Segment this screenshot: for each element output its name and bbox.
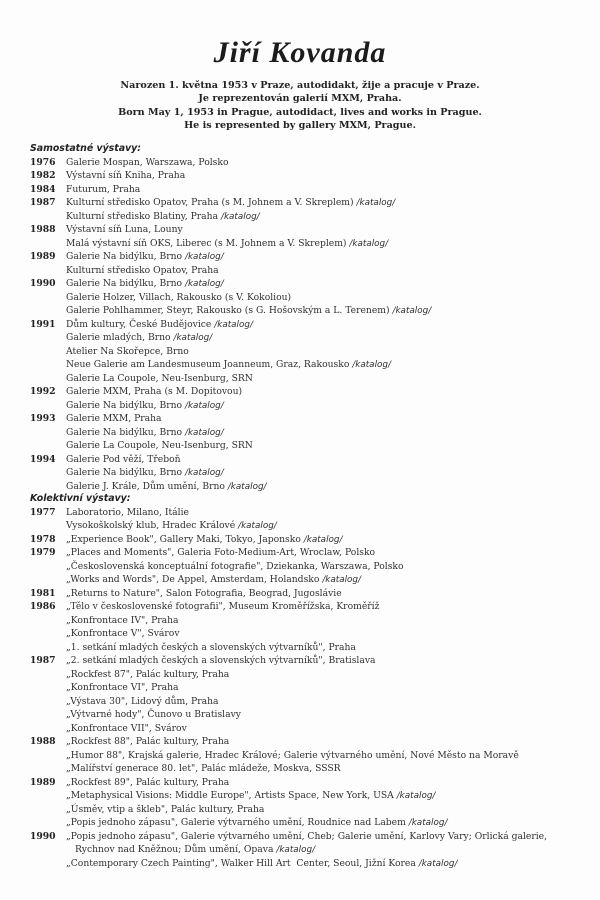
exhibition-year: 1987 bbox=[30, 197, 56, 208]
exhibition-row bbox=[30, 480, 590, 494]
exhibition-venue: Malá výstavní síň OKS, Liberec (s M. Johnem a V. Skreplem) bbox=[66, 237, 350, 249]
exhibition-year bbox=[30, 573, 66, 587]
exhibition-row bbox=[30, 385, 590, 399]
exhibition-year bbox=[30, 560, 66, 574]
exhibition-year bbox=[30, 358, 66, 372]
exhibition-row bbox=[30, 749, 590, 763]
catalog-note: /katalog/ bbox=[356, 198, 396, 208]
exhibition-text bbox=[66, 331, 212, 345]
exhibition-year bbox=[30, 857, 66, 871]
exhibition-text bbox=[66, 480, 267, 494]
catalog-note: /katalog/ bbox=[173, 333, 213, 343]
exhibition-year bbox=[30, 708, 66, 722]
exhibition-year: 1991 bbox=[30, 318, 56, 330]
intro-line: He is represented by gallery MXM, Prague. bbox=[184, 120, 416, 132]
exhibition-row bbox=[30, 641, 590, 655]
exhibition-text bbox=[66, 250, 224, 264]
exhibition-text bbox=[66, 830, 547, 844]
exhibition-year: 1984 bbox=[30, 183, 56, 195]
exhibition-venue: Atelier Na Skořepce, Brno bbox=[66, 345, 189, 357]
exhibition-text bbox=[66, 399, 224, 413]
exhibition-row bbox=[30, 426, 590, 440]
exhibition-year: 1993 bbox=[30, 413, 56, 424]
exhibition-year bbox=[30, 641, 66, 655]
exhibition-text bbox=[66, 789, 435, 803]
exhibition-row bbox=[30, 681, 590, 695]
exhibition-row bbox=[30, 345, 590, 359]
exhibition-year bbox=[30, 399, 66, 413]
exhibition-text bbox=[66, 304, 431, 318]
exhibition-venue: Kulturní středisko Blatiny, Praha bbox=[66, 210, 221, 222]
catalog-note: /katalog/ bbox=[352, 360, 391, 370]
exhibition-list bbox=[30, 506, 590, 871]
exhibition-year bbox=[30, 480, 66, 494]
exhibition-text bbox=[66, 318, 253, 332]
exhibition-year bbox=[30, 614, 66, 628]
exhibition-text bbox=[66, 695, 219, 709]
exhibition-venue: „Konfrontace VI", Praha bbox=[66, 682, 179, 693]
page-title: Jiří Kovanda bbox=[213, 36, 387, 69]
catalog-note: /katalog/ bbox=[322, 575, 361, 585]
exhibition-venue: Futurum, Praha bbox=[66, 183, 141, 195]
intro-line: Narozen 1. května 1953 v Praze, autodidakt, žije a pracuje v Praze. bbox=[120, 80, 480, 91]
exhibition-text bbox=[66, 573, 361, 587]
exhibition-venue: Výstavní síň Kniha, Praha bbox=[66, 170, 186, 181]
exhibition-text bbox=[66, 722, 187, 736]
exhibition-text bbox=[66, 681, 179, 695]
exhibition-year: 1976 bbox=[30, 156, 56, 168]
exhibition-year bbox=[30, 439, 66, 453]
exhibition-venue: „Tělo v československé fotografii", Museum Kroměřížska, Kroměříž bbox=[66, 601, 380, 612]
catalog-note: /katalog/ bbox=[185, 427, 224, 438]
intro-line: Born May 1, 1953 in Prague, autodidact, lives and works in Prague. bbox=[118, 106, 482, 118]
exhibition-text bbox=[66, 237, 388, 251]
exhibition-venue: „Returns to Nature", Salon Fotografia, Beograd, Jugoslávie bbox=[66, 587, 342, 599]
exhibition-year: 1981 bbox=[30, 587, 56, 599]
exhibition-venue: „Popis jednoho zápasu", Galerie výtvarného umění, Roudnice nad Labem bbox=[66, 817, 409, 828]
exhibition-year bbox=[30, 210, 66, 224]
exhibition-row bbox=[30, 533, 590, 547]
exhibition-row bbox=[30, 466, 590, 480]
exhibition-year bbox=[30, 426, 66, 440]
exhibition-text bbox=[66, 803, 264, 817]
exhibition-year bbox=[30, 803, 66, 817]
exhibition-text bbox=[66, 857, 457, 871]
exhibition-year bbox=[30, 816, 66, 830]
exhibition-year bbox=[30, 749, 66, 763]
exhibition-venue: Galerie Na bidýlku, Brno bbox=[66, 278, 185, 289]
exhibition-text bbox=[66, 708, 241, 722]
catalog-note: /katalog/ bbox=[392, 306, 432, 316]
exhibition-text bbox=[66, 453, 181, 467]
exhibition-row bbox=[30, 412, 590, 426]
exhibition-year bbox=[30, 627, 66, 641]
exhibition-text bbox=[66, 627, 180, 641]
exhibition-text bbox=[66, 614, 179, 628]
exhibition-venue: Dům kultury, České Budějovice bbox=[66, 318, 215, 330]
exhibition-venue: Galerie Na bidýlku, Brno bbox=[66, 399, 185, 411]
exhibition-text bbox=[66, 735, 229, 749]
exhibition-year bbox=[30, 681, 66, 695]
exhibition-row bbox=[30, 169, 590, 183]
exhibition-row bbox=[30, 250, 590, 264]
exhibition-year: 1987 bbox=[30, 655, 56, 666]
exhibition-year bbox=[30, 372, 66, 386]
exhibition-year: 1988 bbox=[30, 224, 56, 235]
exhibition-venue: Kulturní středisko Opatov, Praha (s M. Johnem a V. Skreplem) bbox=[66, 197, 357, 208]
solo-exhibitions-section bbox=[30, 142, 590, 493]
exhibition-year bbox=[30, 789, 66, 803]
exhibition-year bbox=[30, 843, 66, 857]
exhibition-venue: „Places and Moments", Galeria Foto-Medium-Art, Wroclaw, Polsko bbox=[66, 547, 376, 558]
exhibition-venue: „Konfrontace VII", Svárov bbox=[66, 722, 187, 734]
exhibition-row bbox=[30, 627, 590, 641]
catalog-note: /katalog/ bbox=[418, 858, 458, 869]
exhibition-text bbox=[66, 196, 395, 210]
exhibition-venue: „Konfrontace IV", Praha bbox=[66, 614, 179, 626]
exhibition-venue: Galerie mladých, Brno bbox=[66, 332, 174, 343]
exhibition-text bbox=[66, 156, 228, 170]
exhibition-venue: „Works and Words", De Appel, Amsterdam, Holandsko bbox=[66, 574, 323, 585]
exhibition-venue: „1. setkání mladých českých a slovenských výtvarníků", Praha bbox=[66, 641, 356, 653]
exhibition-text bbox=[66, 519, 277, 533]
exhibition-text bbox=[66, 183, 140, 197]
exhibition-row bbox=[30, 843, 590, 857]
exhibition-year: 1988 bbox=[30, 736, 56, 747]
exhibition-year: 1982 bbox=[30, 170, 56, 181]
exhibition-list bbox=[30, 156, 590, 494]
exhibition-venue: „Výtvarné hody", Čunovo u Bratislavy bbox=[66, 709, 241, 720]
exhibition-row bbox=[30, 762, 590, 776]
exhibition-row bbox=[30, 587, 590, 601]
exhibition-text bbox=[66, 426, 224, 440]
exhibition-text bbox=[66, 358, 391, 372]
exhibition-text bbox=[66, 277, 224, 291]
exhibition-row bbox=[30, 277, 590, 291]
catalog-note: /katalog/ bbox=[185, 400, 224, 411]
exhibition-venue: Laboratorio, Milano, Itálie bbox=[66, 506, 189, 518]
catalog-note: /katalog/ bbox=[185, 468, 224, 478]
exhibition-row bbox=[30, 358, 590, 372]
exhibition-year bbox=[30, 237, 66, 251]
exhibition-row bbox=[30, 668, 590, 682]
exhibition-text bbox=[66, 776, 229, 790]
exhibition-row bbox=[30, 506, 590, 520]
exhibition-venue: „Experience Book", Gallery Maki, Tokyo, Japonsko bbox=[66, 533, 304, 545]
exhibition-row bbox=[30, 439, 590, 453]
exhibition-row bbox=[30, 803, 590, 817]
exhibition-row bbox=[30, 735, 590, 749]
catalog-note: /katalog/ bbox=[396, 791, 436, 801]
exhibition-text bbox=[66, 264, 219, 278]
exhibition-text bbox=[66, 372, 253, 386]
exhibition-venue: Neue Galerie am Landesmuseum Joanneum, Graz, Rakousko bbox=[66, 359, 353, 370]
exhibition-row bbox=[30, 237, 590, 251]
group-exhibitions-section bbox=[30, 492, 590, 870]
exhibition-row bbox=[30, 399, 590, 413]
exhibition-year: 1989 bbox=[30, 251, 56, 262]
exhibition-venue: „Rockfest 87", Palác kultury, Praha bbox=[66, 668, 230, 680]
exhibition-venue: Galerie Holzer, Villach, Rakousko (s V. Kokoliou) bbox=[66, 291, 292, 303]
exhibition-text bbox=[66, 412, 162, 426]
exhibition-year: 1978 bbox=[30, 533, 56, 545]
exhibition-venue: Galerie MXM, Praha bbox=[66, 413, 162, 424]
exhibition-venue: „Contemporary Czech Painting", Walker Hill Art Center, Seoul, Jižní Korea bbox=[66, 857, 419, 869]
exhibition-venue: „Metaphysical Visions: Middle Europe", Artists Space, New York, USA bbox=[66, 790, 397, 801]
catalog-note: /katalog/ bbox=[185, 279, 224, 289]
exhibition-row bbox=[30, 210, 590, 224]
exhibition-venue: Galerie Na bidýlku, Brno bbox=[66, 251, 185, 262]
exhibition-row bbox=[30, 453, 590, 467]
exhibition-year: 1990 bbox=[30, 830, 56, 842]
exhibition-venue: Galerie Pod věží, Třeboň bbox=[66, 453, 181, 465]
exhibition-text bbox=[66, 291, 291, 305]
exhibition-text bbox=[66, 843, 315, 857]
exhibition-row bbox=[30, 695, 590, 709]
exhibition-row bbox=[30, 196, 590, 210]
intro-block bbox=[0, 79, 600, 133]
exhibition-text bbox=[66, 816, 447, 830]
exhibition-venue: Galerie La Coupole, Neu-Isenburg, SRN bbox=[66, 372, 253, 384]
exhibition-venue: Výstavní síň Luna, Louny bbox=[66, 224, 183, 235]
exhibition-venue: Galerie Mospan, Warszawa, Polsko bbox=[66, 156, 229, 168]
exhibition-year bbox=[30, 264, 66, 278]
exhibition-venue: Galerie Na bidýlku, Brno bbox=[66, 467, 185, 478]
exhibition-row bbox=[30, 789, 590, 803]
exhibition-text bbox=[66, 466, 224, 480]
exhibition-year bbox=[30, 291, 66, 305]
exhibition-venue: „2. setkání mladých českých a slovenských výtvarníků", Bratislava bbox=[66, 655, 376, 666]
exhibition-text bbox=[66, 506, 189, 520]
exhibition-text bbox=[66, 210, 260, 224]
exhibition-year bbox=[30, 695, 66, 709]
exhibition-venue: „Výstava 30", Lidový dům, Praha bbox=[66, 695, 219, 707]
exhibition-row bbox=[30, 776, 590, 790]
catalog-note: /katalog/ bbox=[408, 818, 448, 828]
exhibition-year: 1989 bbox=[30, 776, 56, 788]
exhibition-year: 1986 bbox=[30, 601, 56, 612]
exhibition-venue: Galerie MXM, Praha (s M. Dopitovou) bbox=[66, 386, 243, 397]
exhibition-year bbox=[30, 668, 66, 682]
exhibition-row bbox=[30, 304, 590, 318]
exhibition-row bbox=[30, 318, 590, 332]
exhibition-text bbox=[66, 345, 189, 359]
exhibition-venue: Galerie Na bidýlku, Brno bbox=[66, 426, 185, 438]
exhibition-venue: „Malířství generace 80. let", Palác mládeže, Moskva, SSSR bbox=[66, 763, 341, 774]
exhibition-row bbox=[30, 614, 590, 628]
exhibition-text bbox=[66, 641, 356, 655]
exhibition-row bbox=[30, 156, 590, 170]
exhibition-text bbox=[66, 600, 379, 614]
exhibition-row bbox=[30, 830, 590, 844]
exhibition-text bbox=[66, 668, 229, 682]
exhibition-year: 1990 bbox=[30, 278, 56, 289]
exhibition-row bbox=[30, 857, 590, 871]
exhibition-text bbox=[66, 654, 376, 668]
exhibition-row bbox=[30, 223, 590, 237]
exhibition-row bbox=[30, 546, 590, 560]
exhibition-venue: Galerie J. Krále, Dům umění, Brno bbox=[66, 480, 228, 492]
exhibition-venue: „Popis jednoho zápasu", Galerie výtvarného umění, Cheb; Galerie umění, Karlovy Vary; Orlická galerie, bbox=[66, 830, 548, 842]
exhibition-row bbox=[30, 264, 590, 278]
exhibition-venue: Kulturní středisko Opatov, Praha bbox=[66, 264, 219, 276]
exhibition-year bbox=[30, 345, 66, 359]
exhibition-text bbox=[66, 762, 341, 776]
exhibition-row bbox=[30, 722, 590, 736]
exhibition-text bbox=[66, 546, 375, 560]
exhibition-year bbox=[30, 762, 66, 776]
exhibition-year bbox=[30, 466, 66, 480]
exhibition-row bbox=[30, 183, 590, 197]
catalog-note: /katalog/ bbox=[227, 481, 267, 492]
exhibition-text bbox=[66, 169, 185, 183]
exhibition-venue: „Humor 88", Krajská galerie, Hradec Králové; Galerie výtvarného umění, Nové Město na Moravě bbox=[66, 749, 519, 761]
exhibition-row bbox=[30, 573, 590, 587]
catalog-note: /katalog/ bbox=[238, 521, 277, 531]
exhibition-year: 1992 bbox=[30, 386, 56, 397]
catalog-note: /katalog/ bbox=[220, 211, 260, 222]
section-heading: Kolektivní výstavy: bbox=[30, 493, 131, 504]
exhibition-venue: „Rockfest 88", Palác kultury, Praha bbox=[66, 736, 230, 747]
exhibition-year bbox=[30, 331, 66, 345]
exhibition-text bbox=[66, 223, 183, 237]
exhibition-year: 1977 bbox=[30, 506, 56, 518]
exhibition-text bbox=[66, 587, 342, 601]
catalog-note: /katalog/ bbox=[349, 238, 389, 249]
section-heading: Samostatné výstavy: bbox=[30, 143, 142, 154]
exhibition-year bbox=[30, 722, 66, 736]
exhibition-venue: „Rockfest 89", Palác kultury, Praha bbox=[66, 776, 230, 788]
intro-line: Je reprezentován galerií MXM, Praha. bbox=[198, 93, 402, 105]
exhibition-row bbox=[30, 372, 590, 386]
catalog-note: /katalog/ bbox=[185, 252, 224, 262]
exhibition-venue: Rychnov nad Kněžnou; Dům umění, Opava bbox=[75, 844, 277, 855]
exhibition-venue: Vysokoškolský klub, Hradec Králové bbox=[66, 520, 239, 531]
exhibition-year bbox=[30, 519, 66, 533]
exhibition-text bbox=[66, 749, 519, 763]
exhibition-row bbox=[30, 600, 590, 614]
exhibition-row bbox=[30, 708, 590, 722]
exhibition-year: 1994 bbox=[30, 453, 56, 465]
exhibition-venue: „Úsměv, vtip a škleb", Palác kultury, Praha bbox=[66, 803, 265, 815]
exhibition-row bbox=[30, 560, 590, 574]
exhibition-row bbox=[30, 519, 590, 533]
catalog-note: /katalog/ bbox=[276, 845, 316, 855]
exhibition-text bbox=[66, 533, 342, 547]
exhibition-text bbox=[66, 439, 253, 453]
exhibition-venue: Galerie Pohlhammer, Steyr, Rakousko (s G. Hošovským a L. Terenem) bbox=[66, 305, 393, 316]
exhibition-text bbox=[66, 560, 404, 574]
catalog-note: /katalog/ bbox=[214, 319, 253, 330]
exhibition-venue: Galerie La Coupole, Neu-Isenburg, SRN bbox=[66, 440, 253, 451]
exhibition-year: 1979 bbox=[30, 547, 56, 558]
exhibition-row bbox=[30, 291, 590, 305]
exhibition-row bbox=[30, 331, 590, 345]
catalog-note: /katalog/ bbox=[303, 534, 343, 545]
exhibition-row bbox=[30, 816, 590, 830]
exhibition-venue: „Konfrontace V", Svárov bbox=[66, 628, 180, 639]
exhibition-row bbox=[30, 654, 590, 668]
exhibition-year bbox=[30, 304, 66, 318]
exhibition-text bbox=[66, 385, 242, 399]
exhibition-venue: „Československá konceptuální fotografie", Dziekanka, Warszawa, Polsko bbox=[66, 560, 404, 572]
